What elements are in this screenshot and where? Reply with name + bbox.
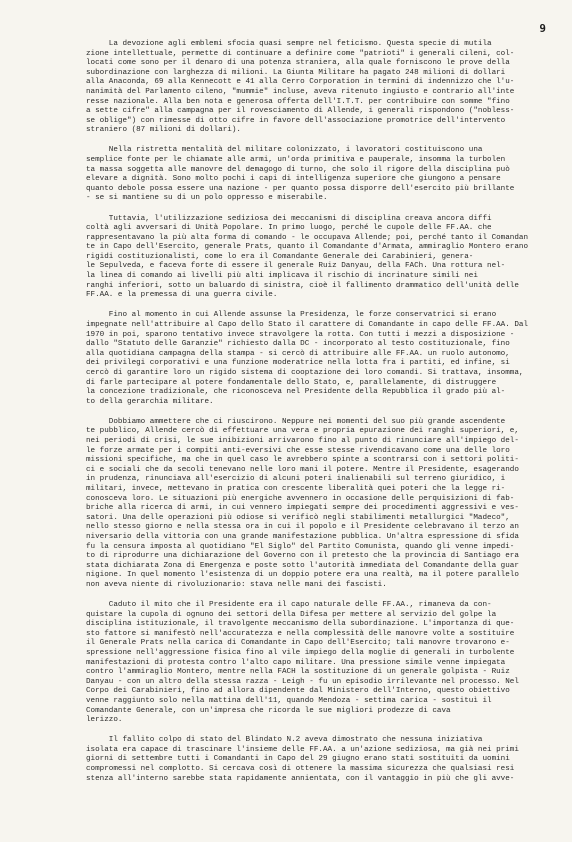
paragraph [86, 40, 548, 136]
text-line: in prudenza, rinunciava all'esercizio di alcuni poteri inalienabili sul terreno giuridico, i [86, 475, 506, 484]
paragraph [86, 736, 548, 784]
text-line: dei privilegi corporativi e una funzione moderatrice nella lotta fra i partiti, ed infine, si [86, 359, 510, 368]
text-line: locati come sono per il denaro di una potenza straniera, alla quale forniscono le prove della [86, 59, 510, 68]
paragraph [86, 215, 548, 301]
text-line: le forze armate per i compiti anti-eversivi che esse stesse rivendicavano come una delle loro [86, 446, 510, 455]
text-line: elevare a dignità. Sono molto pochi i capi di intelligenza superiore che giungono a pensare [86, 175, 501, 184]
text-line: impegnate nell'attribuire al Capo dello Stato il carattere di Comandante in capo delle FF.AA. Dal [86, 320, 529, 329]
text-line: contro l'ammiraglio Montero, mentre nella FACH la sostituzione di un generale golpista - Ruiz [86, 668, 510, 677]
text-line: manifestazioni di protesta contro l'alto capo militare. Una pressione simile venne impiegata [86, 658, 506, 667]
text-line: satori. Una delle operazioni più odiose si verificò negli stabilimenti metallurgici "Madeco", [86, 513, 510, 522]
text-line: te pubblico, Allende cercò di effettuare una vera e propria epurazione dei ranghi superiori, e, [86, 427, 519, 436]
text-line: briche alla ricerca di armi, in cui vennero impiegati sempre dei procedimenti aggressivi e ves- [86, 504, 519, 513]
text-line: compromessi nel complotto. Si cercava così di ottenere la massima sicurezza che qualsiasi resi [86, 764, 515, 773]
text-line: Corpo dei Carabinieri, fino ad allora dipendente dal Ministero dell'Interno, questo obiettivo [86, 687, 510, 696]
text-line: la linea di comando ai livelli più alti implicava il rischio di incrinature simili nei [86, 272, 478, 281]
text-line: 1970 in poi, sparono tentativo invece stravolgere la rotta. Con tutti i mezzi a disposizione - [86, 330, 515, 339]
paragraph [86, 601, 548, 726]
paragraph [86, 311, 548, 407]
text-line: subordinazione con larghezza di milioni. La Giunta Militare ha pagato 248 milioni di dollari [86, 68, 506, 77]
text-line: rigidi costituzionalisti, come lo era il Comandante Generale dei Carabinieri, genera- [86, 252, 474, 261]
text-line: fu la censura imposta al quotidiano "El Siglo" del Partito Comunista, quando gli venne impedi- [86, 542, 515, 551]
text-line: disciplina istituzionale, il travolgente meccanismo della subordinazione. L'importanza di que- [86, 620, 515, 629]
text-line: ranghi inferiori, sotto un baluardo di sinistra, cioè il fallimento drammatico dell'unità delle [86, 281, 519, 290]
text-line: Dobbiamo ammettere che ci riuscirono. Neppure nei momenti del suo più grande ascendente [86, 417, 506, 426]
text-line: te in Capo dell'Esercito, generale Prats, quanto il Comandante d'Armata, ammiraglio Montero erano [86, 243, 529, 252]
text-line: zione intellettuale, permette di continuare a definire come "patrioti" i generali cileni, col- [86, 49, 515, 58]
text-line: nanimità del Parlamento cileno, "mummie" incluse, aveva ritenuto ingiusto e contrario all'inte [86, 87, 515, 96]
text-line: quanto debole possa essere una nazione - per quanto possa disporre dell'esercito più brillante [86, 184, 515, 193]
text-line: missioni specifiche, ma che in quel caso le avrebbero spinte a scontrarsi con i settori politi- [86, 456, 519, 465]
text-line: lerizzo. [86, 716, 123, 725]
body-text [86, 40, 548, 795]
text-line: Caduto il mito che il Presidente era il capo naturale delle FF.AA., rimaneva da con- [86, 600, 492, 609]
text-line: Fino al momento in cui Allende assunse la Presidenza, le forze conservatrici si erano [86, 311, 497, 320]
text-line: coltà agli avversari di Unità Popolare. In primo luogo, perché le cupole delle FF.AA. che [86, 224, 492, 233]
paragraph [86, 146, 548, 204]
text-line: cercò di garantire loro un rigido sistema di cooptazione dei loro comandi. Si trattava, insomma, [86, 368, 524, 377]
text-line: venne raggiunto solo nella mattina dell'11, quando Mendoza - settima carica - sostituì il [86, 696, 492, 705]
text-line: giorni di settembre tutti i Comandanti in Capo del 29 giugno erano stati sostituiti da uomini [86, 755, 510, 764]
text-line: niversario della vittoria con una grande manifestazione pubblica. Un'altra espressione di sfida [86, 532, 519, 541]
text-line: Nella ristretta mentalità del militare colonizzato, i lavoratori costituiscono una [86, 146, 483, 155]
text-line: straniero (87 milioni di dollari). [86, 126, 241, 135]
text-line: spressione nell'aggressione fisica fino al vile impiego della moglie di generali in turbolente [86, 648, 515, 657]
text-line: a sette cifre" alla campagna per il rovesciamento di Allende, i generali rispondono ("nobless- [86, 107, 515, 116]
text-line: La devozione agli emblemi sfocia quasi sempre nel feticismo. Questa specie di mutila [86, 40, 492, 48]
text-line: la concezione tradizionale, che riconosceva nel Presidente della Repubblica il grado più al- [86, 388, 506, 397]
text-line: rappresentavano la più alta forma di comando - le occupava Allende; poi, perché tanto il Comandan [86, 233, 529, 242]
text-line: militari, invece, mettevano in pratica con crescente liberalità quei poteri che la legge ri- [86, 484, 506, 493]
text-line: Danyau - con un altro della stessa razza - Leigh - fu un episodio irrilevante nel processo. Nel [86, 677, 519, 686]
text-line: alla quotidiana campagna della stampa - si cercò di attribuire alle FF.AA. un ruolo autonomo, [86, 349, 510, 358]
text-line: quistare la cupola di ognuno dei settori della Difesa per mettere al servizio del golpe la [86, 610, 497, 619]
text-line: - se si mantiene su di un polo oppresso e miserabile. [86, 194, 328, 203]
text-line: resse nazionale. Alla ben nota e generosa offerta dell'I.T.T. per contribuire con somme "fino [86, 97, 510, 106]
text-line: nigione. In quel momento l'esistenza di un doppio potere era una realtà, ma il potere parallelo [86, 571, 519, 580]
text-line: Il fallito colpo di stato del Blindato N.2 aveva dimostrato che nessuna iniziativa [86, 736, 483, 745]
text-line: ta massa soggetta alle manovre del demagogo di turno, che solo il rigore della disciplina può [86, 165, 510, 174]
text-line: le Sepulveda, e faceva forte di essere il generale Ruiz Danyau, della FACh. Una rottura nel- [86, 262, 506, 271]
text-line: nei periodi di crisi, le sue inibizioni arrivarono fino al punto di rinunciare all'impiego del- [86, 436, 519, 445]
text-line: isolata era capace di trascinare l'insieme delle FF.AA. a un'azione sediziosa, ma già nei primi [86, 745, 519, 754]
text-line: to della gerarchia militare. [86, 397, 214, 406]
text-line: dallo "Statuto delle Garanzie" richiesto dalla DC - incorporato al testo costituzionale, fino [86, 340, 510, 349]
text-line: conosceva loro. Le situazioni più energiche avvennero in occasione delle perquisizioni di fab- [86, 494, 515, 503]
text-line: alla Anaconda, 69 alla Kennecott e 41 alla Cerro Corporation in termini di indennizzo che l'u- [86, 78, 515, 87]
text-line: Tuttavia, l'utilizzazione sediziosa dei meccanismi di disciplina creava ancora diffi [86, 214, 492, 223]
text-line: sto fattore si manifestò nell'accuratezza e nella complessità delle manovre volte a sostituire [86, 629, 515, 638]
text-line: di farle partecipare al potere fondamentale dello Stato, e, parallelamente, di distruggere [86, 378, 497, 387]
text-line: non aveva niente di rivoluzionario: stava nelle mani dei fascisti. [86, 580, 387, 589]
text-line: nello stesso giorno e nella stessa ora in cui il popolo e il Presidente celebravano il terzo an [86, 523, 519, 532]
paragraph [86, 418, 548, 591]
text-line: to di riprodurre una dichiarazione del Governo con il pretesto che la provincia di Santiago era [86, 552, 519, 561]
text-line: semplice fonte per le chiamate alle armi, un'orda primitiva e pauperale, insomma la turbolen [86, 156, 506, 165]
text-line: se oblige") con rimesse di otto cifre in favore dell'associazione promotrice dell'intervento [86, 116, 506, 125]
text-line: Comandante Generale, con un'impresa che ricorda le sue migliori prodezze di cava [86, 706, 451, 715]
text-line: stenza all'interno sarebbe stata rapidamente annientata, con il vantaggio in più che gli avve- [86, 774, 515, 783]
page-number: 9 [539, 22, 546, 35]
text-line: ci e sociali che da secoli tenevano nelle loro mani il potere. Mentre il Presidente, esagerando [86, 465, 519, 474]
text-line: il Generale Prats nella carica di Comandante in Capo dell'Esercito; tali manovre trovarono e- [86, 639, 510, 648]
text-line: stata dichiarata Zona di Emergenza e poste sotto l'autorità immediata del Comandante della guar [86, 561, 519, 570]
text-line: FF.AA. e la premessa di una guerra civile. [86, 291, 278, 300]
